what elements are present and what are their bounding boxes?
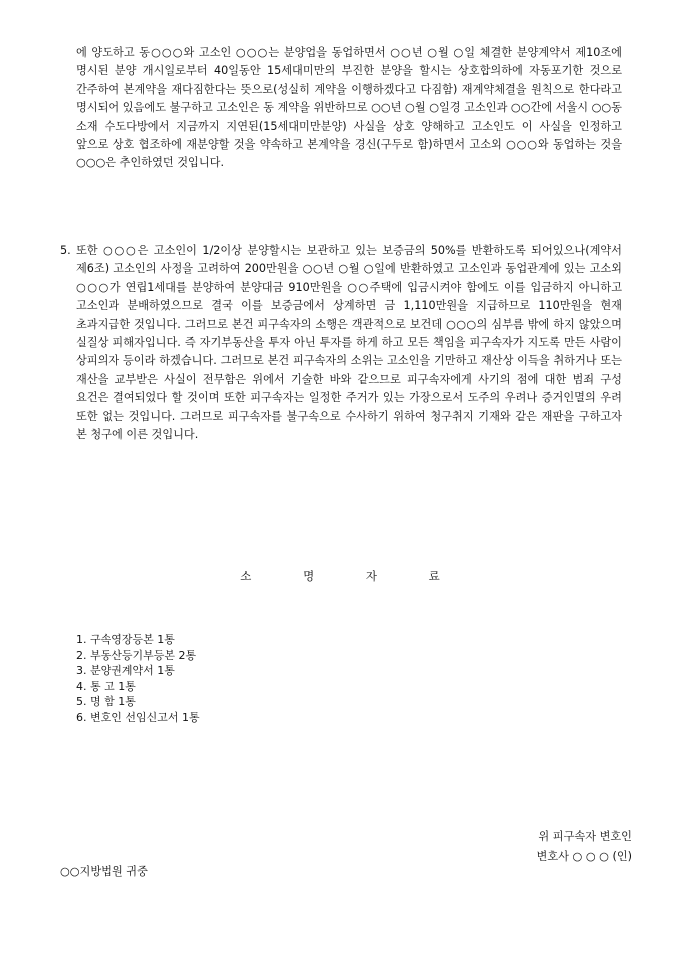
evidence-item: 6. 변호인 선임신고서 1통 — [76, 710, 200, 724]
evidence-heading-char: 명 — [303, 569, 315, 583]
evidence-item: 5. 명 함 1통 — [76, 695, 136, 709]
evidence-list — [76, 632, 200, 726]
evidence-item: 1. 구속영장등본 1통 — [76, 633, 175, 646]
evidence-heading — [0, 568, 680, 584]
evidence-item: 2. 부동산등기부등본 2통 — [76, 648, 197, 662]
evidence-heading-char: 소 — [240, 569, 252, 583]
signature-role: 위 피구속자 변호인 — [538, 830, 632, 843]
body-paragraph-continuation: 에 양도하고 동○○○와 고소인 ○○○는 분양업을 동업하면서 ○○년 ○월 ○일 체결한 분양계약서 제10조에 명시된 분양 개시일로부터 40일동안 15세대미만의 부진한 분양을 할시는 상호합의하에 자동포기한 것으로 간주하여 본계약을 재다짐한다는 뜻으로(성실히 계약을 이행하겠다고 다짐함) 재계약체결을 원칙으로 한다라고 명시되어 있음에도 불구하고 고소인은 동 계약을 위반하므로 ○○년 ○월 ○일경 고소인과 ○○간에 서울시 ○○동 소재 수도다방에서 지금까지 지연된(15세대미만분양) 사실을 상호 양해하고 고소인도 이 사실을 인정하고 앞으로 상호 협조하에 재분양할 것을 약속하고 본계약을 경신(구두로 함)하면서 고소외 ○○○와 동업하는 것을 ○○○은 추인하였던 것입니다. — [76, 46, 622, 170]
item-5-number: 5. — [60, 244, 71, 257]
signature-name: 변호사 ○ ○ ○ (인) — [536, 850, 632, 863]
court-addressee: ○○지방법원 귀중 — [60, 865, 148, 878]
body-paragraph-item-5: 또한 ○○○은 고소인이 1/2이상 분양할시는 보관하고 있는 보증금의 50%를 반환하도록 되어있으나(계약서 제6조) 고소인의 사정을 고려하여 200만원을 ○○년 ○월 ○일에 반환하였고 고소인과 동업관계에 있는 고소외 ○○○가 연립1세대를 분양하여 분양대금 910만원을 ○○주택에 입금시켜야 함에도 이를 입금하지 아니하고 고소인과 분배하였으므로 결국 이를 보증금에서 상계하면 금 1,110만원을 지급하므로 110만원을 현재 초과지급한 것입니다. 그러므로 본건 피구속자의 소행은 객관적으로 보건데 ○○○의 심부름 밖에 하지 않았으며 실질상 피해자입니다. 즉 자기부동산을 투자 아닌 투자를 하게 하고 모든 책임을 피구속자가 지도록 만든 사람이 상피의자 등이라 하겠습니다. 그러므로 본건 피구속자의 소위는 고소인을 기만하고 재산상 이득을 취하거나 또는 재산을 교부받은 사실이 전무함은 위에서 기술한 바와 같으므로 피구속자에게 사기의 점에 대한 범죄 구성 요건은 결여되었다 할 것이며 또한 피구속자는 일정한 주거가 있는 가장으로서 도주의 우려나 증거인멸의 우려 또한 없는 것입니다. 그러므로 피구속자를 불구속으로 수사하기 위하여 청구취지 기재와 같은 재판을 구하고자 본 청구에 이른 것입니다. — [76, 244, 622, 442]
evidence-item: 3. 분양권계약서 1통 — [76, 664, 175, 678]
evidence-heading-char: 자 — [365, 569, 377, 583]
evidence-item: 4. 통 고 1통 — [76, 679, 136, 693]
evidence-heading-char: 료 — [428, 569, 440, 583]
